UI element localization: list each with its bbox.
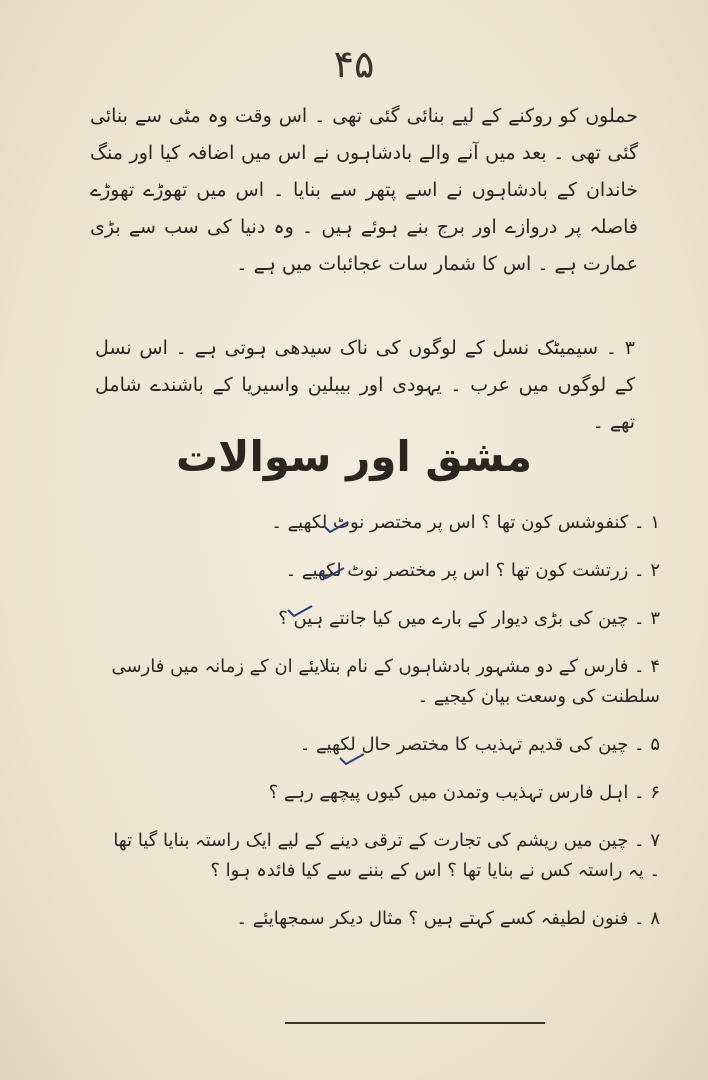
question-item: ۷ ۔ چین میں ریشم کی تجارت کے ترقی دینے کے لیے ایک راستہ بنایا گیا تھا ۔ یہ راستہ کس نے بنایا تھا ؟ اس کے بننے سے کیا فائدہ ہوا ؟ — [113, 830, 660, 881]
check-mark-icon — [286, 604, 314, 618]
bottom-divider — [285, 1022, 545, 1024]
exercise-heading: مشق اور سوالات — [175, 432, 533, 481]
check-mark-icon — [318, 566, 346, 580]
check-mark-icon — [322, 520, 350, 534]
paragraph-great-wall: حملوں کو روکنے کے لیے بنائی گئی تھی ۔ اس وقت وہ مٹی سے بنائی گئی تھی ۔ بعد میں آنے والے بادشاہوں نے اس میں اضافہ کیا اور منگ خاندان کے بادشاہوں نے اسے پتھر سے بنایا ۔ اس میں تھوڑے تھوڑے فاصلہ پر دروازے اور برج بنے ہوئے ہیں ۔ وہ دنیا کی سب سے بڑی عمارت ہے ۔ اس کا شمار سات عجائبات میں ہے ۔ — [90, 105, 638, 275]
question-item: ۲ ۔ زرتشت کون تھا ؟ اس پر مختصر نوٹ لکھیے ۔ — [285, 560, 660, 581]
question-item: ۳ ۔ چین کی بڑی دیوار کے بارے میں کیا جانتے ہیں ؟ — [278, 608, 660, 629]
question-item: ۸ ۔ فنون لطیفہ کسے کہتے ہیں ؟ مثال دیکر سمجھایئے ۔ — [236, 908, 660, 929]
question-item: ۶ ۔ اہل فارس تہذیب وتمدن میں کیوں پیچھے رہے ؟ — [268, 782, 660, 803]
question-item: ۱ ۔ کنفوشس کون تھا ؟ اس پر مختصر نوٹ لکھیے ۔ — [271, 512, 660, 533]
check-mark-icon — [338, 752, 366, 766]
question-list — [100, 508, 660, 952]
paragraph-semitic-race: ۳ ۔ سیمیٹک نسل کے لوگوں کی ناک سیدھی ہوتی ہے ۔ اس نسل کے لوگوں میں عرب ۔ یہودی اور بیبلین واسیریا کے باشندے شامل تھے ۔ — [95, 337, 635, 433]
question-item: ۴ ۔ فارس کے دو مشہور بادشاہوں کے نام بتلایئے ان کے زمانہ میں فارسی سلطنت کی وسعت بیان کیجیے ۔ — [111, 656, 660, 707]
question-item: ۵ ۔ چین کی قدیم تہذیب کا مختصر حال لکھیے ۔ — [299, 734, 660, 755]
page-number: ۴۵ — [333, 42, 375, 86]
